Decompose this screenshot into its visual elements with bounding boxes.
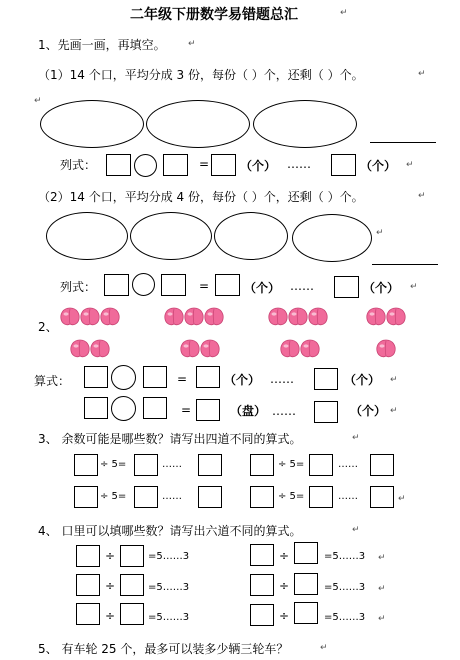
paragraph-mark: ↵ <box>378 553 386 563</box>
remainder-dots: …… <box>290 279 314 293</box>
answer-box[interactable] <box>143 397 167 419</box>
unit-label: （个） <box>240 159 277 173</box>
division-expression: ÷ 5= <box>100 491 127 502</box>
result-text: =5……3 <box>324 612 366 623</box>
answer-box[interactable] <box>84 397 108 419</box>
answer-box[interactable] <box>215 274 240 296</box>
result-text: =5……3 <box>148 612 190 623</box>
paragraph-mark: ↵ <box>376 228 384 238</box>
peach-icon <box>298 336 322 363</box>
unit-label: （个） <box>244 281 281 295</box>
peach-icon <box>306 304 330 331</box>
answer-box[interactable] <box>196 399 220 421</box>
peach-icon <box>384 304 408 331</box>
paragraph-mark: ↵ <box>340 8 348 18</box>
answer-box[interactable] <box>161 274 186 296</box>
result-text: =5……3 <box>324 582 366 593</box>
remainder-dots: …… <box>338 491 358 502</box>
result-text: =5……3 <box>148 551 190 562</box>
answer-box[interactable] <box>198 454 222 476</box>
q5-heading: 5、 有车轮 25 个，最多可以装多少辆三轮车？ <box>38 642 289 656</box>
answer-box[interactable] <box>314 401 338 423</box>
drawing-oval <box>146 100 250 148</box>
division-expression: ÷ 5= <box>278 459 305 470</box>
result-text: =5……3 <box>148 582 190 593</box>
q2-number: 2、 <box>38 320 58 334</box>
answer-box[interactable] <box>120 574 144 596</box>
equals-sign: = <box>199 279 210 293</box>
answer-box[interactable] <box>250 486 274 508</box>
answer-box[interactable] <box>294 573 318 595</box>
answer-box[interactable] <box>198 486 222 508</box>
q1-heading: 1、先画一画，再填空。 <box>38 38 166 52</box>
paragraph-mark: ↵ <box>406 160 414 170</box>
remainder-dots: …… <box>287 157 311 171</box>
equals-sign: = <box>199 157 210 171</box>
answer-box[interactable] <box>250 544 274 566</box>
peach-icon <box>98 304 122 331</box>
peach-icon <box>198 336 222 363</box>
answer-box[interactable] <box>120 545 144 567</box>
paragraph-mark: ↵ <box>320 643 328 653</box>
paragraph-mark: ↵ <box>390 375 398 385</box>
drawing-oval <box>40 100 144 148</box>
drawing-oval <box>292 214 372 262</box>
division-sign: ÷ <box>279 549 290 563</box>
drawing-oval <box>46 212 128 260</box>
answer-box[interactable] <box>106 154 131 176</box>
division-sign: ÷ <box>279 609 290 623</box>
answer-box[interactable] <box>196 366 220 388</box>
answer-box[interactable] <box>309 454 333 476</box>
answer-box[interactable] <box>314 368 338 390</box>
answer-box[interactable] <box>370 486 394 508</box>
division-expression: ÷ 5= <box>278 491 305 502</box>
paragraph-mark: ↵ <box>418 69 426 79</box>
answer-line <box>370 142 436 143</box>
equals-sign: = <box>177 372 188 386</box>
answer-box[interactable] <box>120 603 144 625</box>
operator-circle[interactable] <box>132 273 155 296</box>
division-sign: ÷ <box>105 549 116 563</box>
formula-label: 列式： <box>60 280 97 294</box>
peach-icon <box>202 304 226 331</box>
q3-heading: 3、 余数可能是哪些数？请写出四道不同的算式。 <box>38 432 302 446</box>
answer-box[interactable] <box>250 604 274 626</box>
operator-circle[interactable] <box>134 154 157 177</box>
answer-box[interactable] <box>294 542 318 564</box>
answer-box[interactable] <box>104 274 129 296</box>
remainder-dots: …… <box>162 491 182 502</box>
formula-label: 算式： <box>34 374 71 388</box>
paragraph-mark: ↵ <box>378 584 386 594</box>
remainder-dots: …… <box>162 459 182 470</box>
answer-box[interactable] <box>211 154 236 176</box>
drawing-oval <box>214 212 288 260</box>
remainder-dots: …… <box>338 459 358 470</box>
paragraph-mark: ↵ <box>398 494 406 504</box>
answer-box[interactable] <box>76 574 100 596</box>
q4-heading: 4、 口里可以填哪些数？请写出六道不同的算式。 <box>38 524 302 538</box>
q1-part1: （1）14 个口，平均分成 3 份，每份（ ）个，还剩（ ）个。 <box>38 68 364 82</box>
drawing-oval <box>253 100 357 148</box>
paragraph-mark: ↵ <box>352 433 360 443</box>
paragraph-mark: ↵ <box>352 525 360 535</box>
operator-circle[interactable] <box>111 365 136 390</box>
unit-label: （个） <box>363 281 400 295</box>
unit-label: （个） <box>360 159 397 173</box>
answer-box[interactable] <box>294 602 318 624</box>
answer-box[interactable] <box>331 154 356 176</box>
unit-label: （个） <box>224 373 261 387</box>
operator-circle[interactable] <box>111 396 136 421</box>
answer-box[interactable] <box>163 154 188 176</box>
result-text: =5……3 <box>324 551 366 562</box>
unit-label: （个） <box>350 404 387 418</box>
remainder-dots: …… <box>270 372 294 386</box>
paragraph-mark: ↵ <box>378 614 386 624</box>
peach-icon <box>88 336 112 363</box>
paragraph-mark: ↵ <box>418 191 426 201</box>
answer-box[interactable] <box>143 366 167 388</box>
peach-icon <box>374 336 398 363</box>
division-sign: ÷ <box>105 609 116 623</box>
answer-box[interactable] <box>76 603 100 625</box>
paragraph-mark: ↵ <box>188 39 196 49</box>
answer-box[interactable] <box>74 486 98 508</box>
unit-label: （个） <box>344 373 381 387</box>
paragraph-mark: ↵ <box>34 96 42 106</box>
answer-box[interactable] <box>309 486 333 508</box>
division-expression: ÷ 5= <box>100 459 127 470</box>
page-title: 二年级下册数学易错题总汇 <box>130 7 298 23</box>
answer-box[interactable] <box>250 454 274 476</box>
answer-box[interactable] <box>134 454 158 476</box>
answer-box[interactable] <box>134 486 158 508</box>
formula-label: 列式： <box>60 158 97 172</box>
q1-part2: （2）14 个口，平均分成 4 份，每份（ ）个，还剩（ ）个。 <box>38 190 364 204</box>
unit-label: （盘） <box>230 404 267 418</box>
paragraph-mark: ↵ <box>390 406 398 416</box>
division-sign: ÷ <box>105 579 116 593</box>
answer-box[interactable] <box>84 366 108 388</box>
paragraph-mark: ↵ <box>410 282 418 292</box>
answer-box[interactable] <box>250 574 274 596</box>
answer-box[interactable] <box>76 545 100 567</box>
equals-sign: = <box>181 403 192 417</box>
division-sign: ÷ <box>279 579 290 593</box>
answer-box[interactable] <box>74 454 98 476</box>
answer-box[interactable] <box>370 454 394 476</box>
drawing-oval <box>130 212 212 260</box>
answer-box[interactable] <box>334 276 359 298</box>
remainder-dots: …… <box>272 404 296 418</box>
answer-line <box>372 264 438 265</box>
